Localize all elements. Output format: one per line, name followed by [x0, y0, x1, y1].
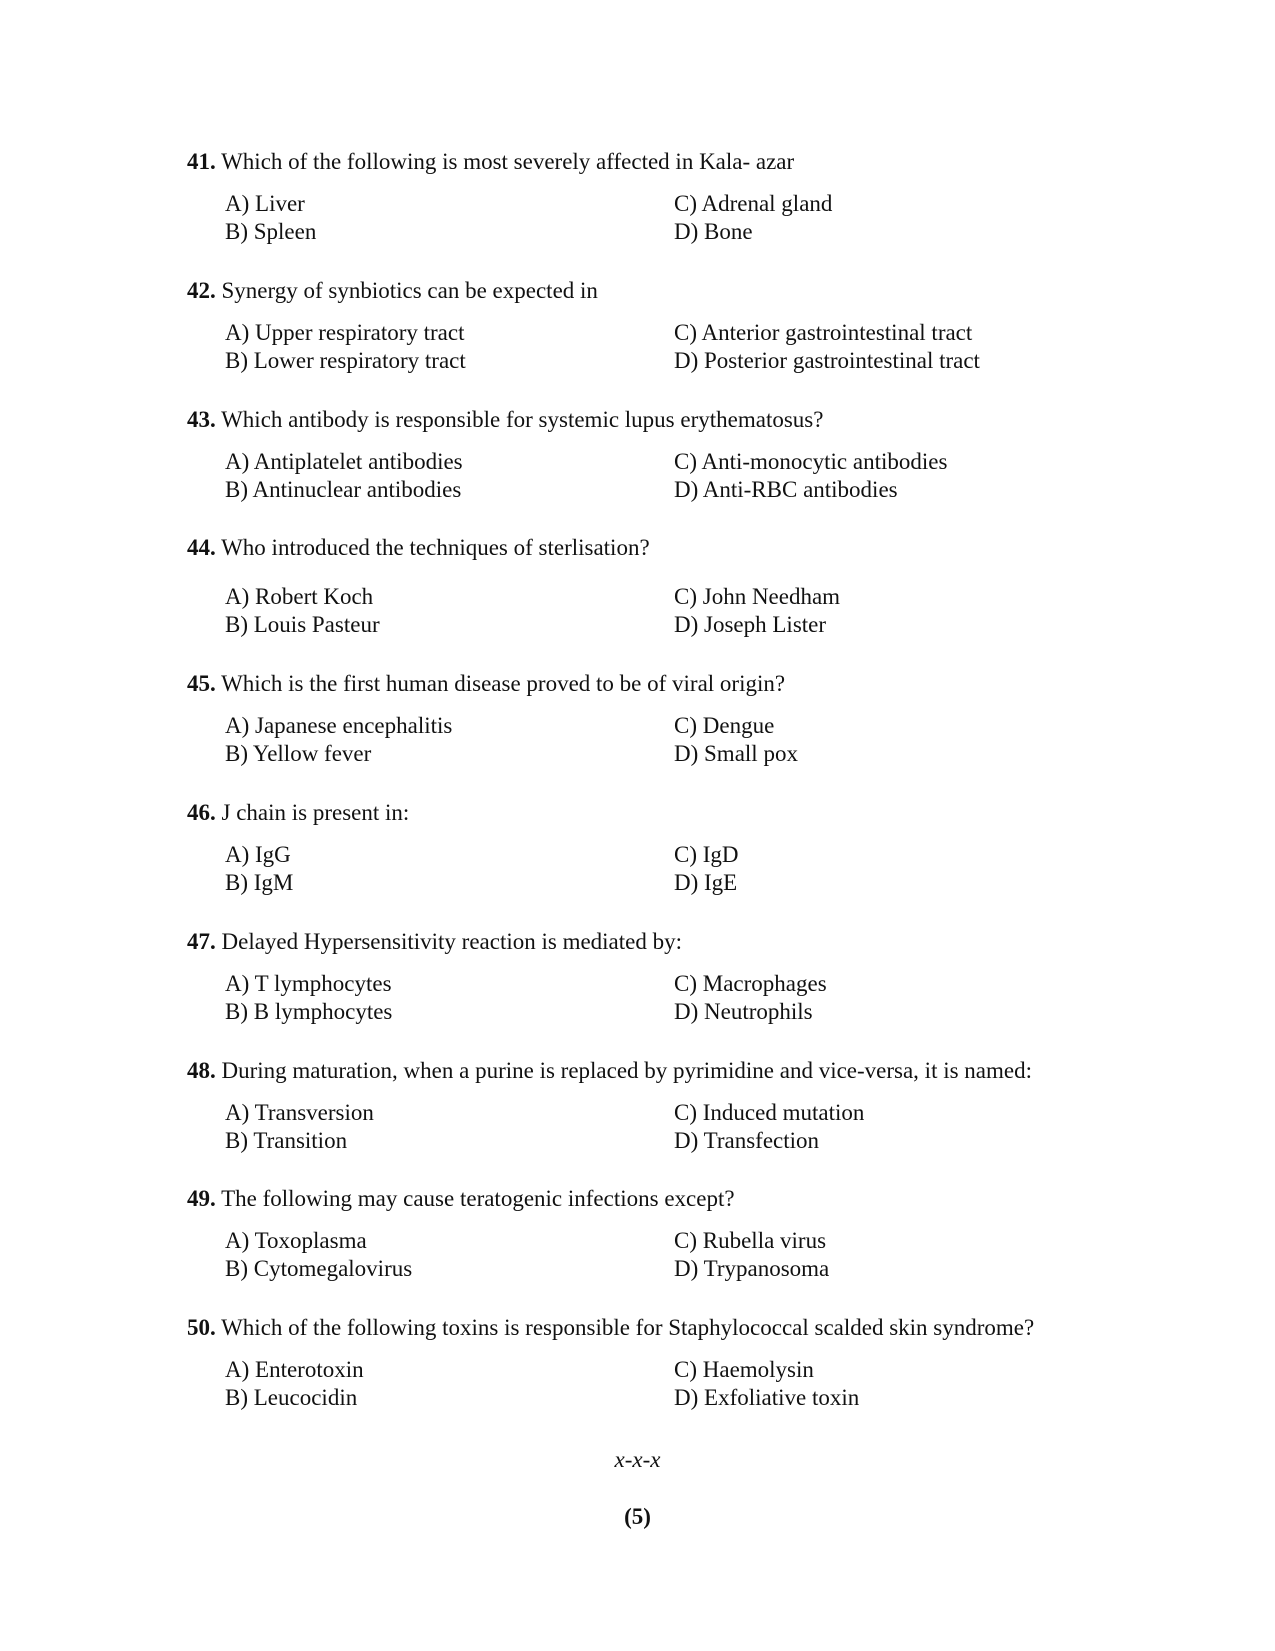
option-c: C) Macrophages	[674, 971, 827, 996]
option-d: D) Exfoliative toxin	[674, 1385, 860, 1410]
option-a: A) Liver	[225, 191, 305, 216]
option-b: B) Spleen	[225, 219, 317, 244]
option-a: A) T lymphocytes	[225, 971, 392, 996]
question-stem: Which of the following is most severely affected in Kala- azar	[221, 149, 795, 174]
answer-options	[187, 712, 1187, 768]
question-text	[187, 1185, 1187, 1213]
question-stem: The following may cause teratogenic infections except?	[221, 1186, 735, 1211]
option-a: A) Japanese encephalitis	[225, 713, 453, 738]
option-c: C) Anti-monocytic antibodies	[674, 449, 948, 474]
question-number: 47.	[187, 929, 216, 954]
option-a: A) Antiplatelet antibodies	[225, 449, 463, 474]
end-of-section-mark: x-x-x	[614, 1447, 661, 1472]
answer-options	[187, 190, 1187, 246]
question-text	[187, 406, 1187, 434]
question-number: 41.	[187, 149, 216, 174]
question-50	[187, 1314, 1187, 1412]
question-46	[187, 799, 1187, 897]
question-stem: Synergy of synbiotics can be expected in	[221, 278, 598, 303]
option-b: B) Antinuclear antibodies	[225, 477, 462, 502]
option-d: D) Anti-RBC antibodies	[674, 477, 898, 502]
option-b: B) Leucocidin	[225, 1385, 358, 1410]
answer-options	[187, 970, 1187, 1026]
question-number: 42.	[187, 278, 216, 303]
question-stem: Which antibody is responsible for systemic lupus erythematosus?	[221, 407, 824, 432]
answer-options	[187, 1099, 1187, 1155]
answer-options	[187, 583, 1187, 639]
question-43	[187, 406, 1187, 504]
question-48	[187, 1057, 1187, 1155]
option-b: B) Lower respiratory tract	[225, 348, 466, 373]
option-c: C) IgD	[674, 842, 739, 867]
option-b: B) Yellow fever	[225, 741, 372, 766]
option-d: D) Transfection	[674, 1128, 820, 1153]
option-d: D) Posterior gastrointestinal tract	[674, 348, 980, 373]
question-text	[187, 534, 1187, 562]
question-text	[187, 148, 1187, 176]
question-text	[187, 799, 1187, 827]
question-stem: Who introduced the techniques of sterlisation?	[221, 535, 650, 560]
answer-options	[187, 841, 1187, 897]
question-45	[187, 670, 1187, 768]
option-a: A) Toxoplasma	[225, 1228, 367, 1253]
answer-options	[187, 1356, 1187, 1412]
option-d: D) Joseph Lister	[674, 612, 827, 637]
option-b: B) B lymphocytes	[225, 999, 393, 1024]
answer-options	[187, 1227, 1187, 1283]
question-text	[187, 1057, 1187, 1085]
question-44	[187, 534, 1187, 639]
question-stem: J chain is present in:	[221, 800, 410, 825]
answer-options	[187, 448, 1187, 504]
option-a: A) Transversion	[225, 1100, 374, 1125]
option-d: D) IgE	[674, 870, 738, 895]
option-d: D) Bone	[674, 219, 753, 244]
option-b: B) Transition	[225, 1128, 348, 1153]
option-c: C) Adrenal gland	[674, 191, 833, 216]
question-number: 44.	[187, 535, 216, 560]
option-d: D) Trypanosoma	[674, 1256, 830, 1281]
option-a: A) Robert Koch	[225, 584, 374, 609]
option-c: C) Rubella virus	[674, 1228, 827, 1253]
option-d: D) Small pox	[674, 741, 798, 766]
question-41	[187, 148, 1187, 246]
option-b: B) IgM	[225, 870, 294, 895]
question-text	[187, 928, 1187, 956]
question-text	[187, 670, 1187, 698]
option-c: C) Dengue	[674, 713, 775, 738]
question-42	[187, 277, 1187, 375]
question-number: 49.	[187, 1186, 216, 1211]
option-c: C) Haemolysin	[674, 1357, 814, 1382]
option-c: C) Anterior gastrointestinal tract	[674, 320, 973, 345]
question-number: 48.	[187, 1058, 216, 1083]
option-b: B) Louis Pasteur	[225, 612, 380, 637]
question-number: 46.	[187, 800, 216, 825]
option-c: C) Induced mutation	[674, 1100, 865, 1125]
option-d: D) Neutrophils	[674, 999, 813, 1024]
question-49	[187, 1185, 1187, 1283]
question-stem: During maturation, when a purine is replaced by pyrimidine and vice-versa, it is named:	[221, 1058, 1033, 1083]
question-stem: Delayed Hypersensitivity reaction is mediated by:	[221, 929, 683, 954]
option-c: C) John Needham	[674, 584, 841, 609]
option-b: B) Cytomegalovirus	[225, 1256, 413, 1281]
option-a: A) Enterotoxin	[225, 1357, 364, 1382]
question-text	[187, 1314, 1187, 1342]
question-stem: Which is the first human disease proved to be of viral origin?	[221, 671, 786, 696]
page-number: (5)	[624, 1504, 651, 1529]
option-a: A) Upper respiratory tract	[225, 320, 465, 345]
question-number: 50.	[187, 1315, 216, 1340]
question-stem: Which of the following toxins is responsible for Staphylococcal scalded skin syndrome?	[221, 1315, 1035, 1340]
question-47	[187, 928, 1187, 1026]
answer-options	[187, 319, 1187, 375]
question-number: 45.	[187, 671, 216, 696]
question-text	[187, 277, 1187, 305]
question-number: 43.	[187, 407, 216, 432]
option-a: A) IgG	[225, 842, 291, 867]
